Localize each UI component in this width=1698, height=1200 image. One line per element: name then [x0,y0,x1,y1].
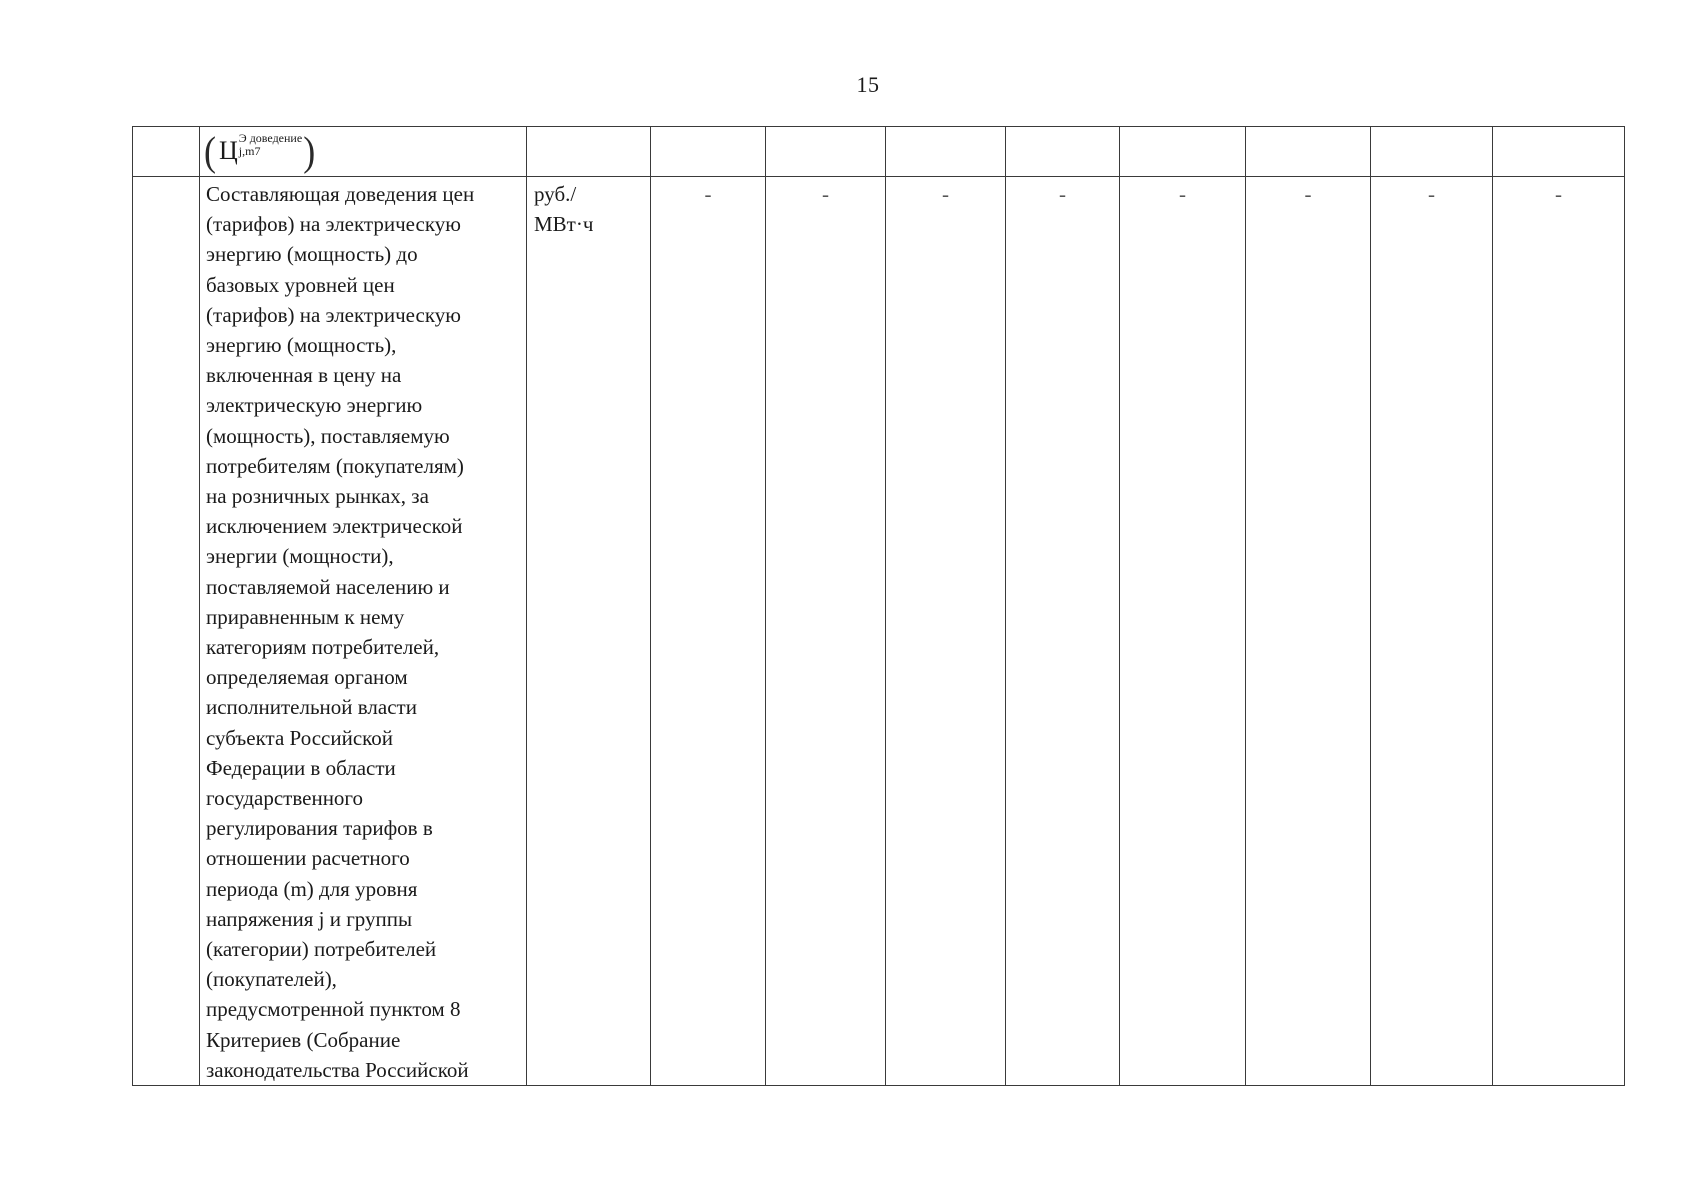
value-cell-empty [1006,127,1120,177]
formula-cell [200,127,527,177]
value-cell [1493,177,1625,1086]
unit-text: руб./ МВт·ч [534,182,594,237]
value-dash: - [1428,182,1435,206]
value-cell [886,177,1006,1086]
unit-cell-empty [527,127,651,177]
table-row-formula [133,127,1625,177]
formula-base: Ц [219,135,238,165]
value-cell-empty [1246,127,1371,177]
data-table [132,126,1625,1086]
value-dash: - [942,182,949,206]
formula-indices [239,132,302,158]
value-dash: - [1179,182,1186,206]
value-cell-empty [1371,127,1493,177]
page-number: 15 [856,72,880,97]
value-dash: - [1555,182,1562,206]
value-cell [1371,177,1493,1086]
formula-open-paren: ( [204,127,216,174]
row-number-cell [133,127,200,177]
value-cell-empty [886,127,1006,177]
description-cell [200,177,527,1086]
value-cell-empty [1493,127,1625,177]
row-number-cell [133,177,200,1086]
value-dash: - [1059,182,1066,206]
value-cell [651,177,766,1086]
unit-cell [527,177,651,1086]
value-cell [1006,177,1120,1086]
table-row-description [133,177,1625,1086]
formula-subscript: j,m7 [238,143,261,158]
value-cell [1246,177,1371,1086]
value-cell [1120,177,1246,1086]
formula-superscript: Э доведение [238,130,303,145]
value-cell [766,177,886,1086]
formula-close-paren: ) [303,127,316,174]
value-cell-empty [766,127,886,177]
value-cell-empty [651,127,766,177]
value-cell-empty [1120,127,1246,177]
value-dash: - [1304,182,1312,206]
formula-symbol [219,130,303,165]
formula [200,127,526,174]
value-dash: - [822,182,829,206]
description-text: Составляющая доведения цен (тарифов) на электрическую энергию (мощность) до базовых уровней цен (тарифов) на электрическую энергию (мощность), включенная в цену на электрическую энергию (мощность), поставляемую потребителям (покупателям) на розничных рынках, за исключением электрической энергии (мощности), поставляемой населению и приравненным к нему категориям потребителей, определяемая органом исполнительной власти субъекта Российской Федерации в области государственного регулирования тарифов в отношении расчетного периода (m) для уровня напряжения j и группы (категории) потребителей (покупателей), предусмотренной пунктом 8 Критериев (Собрание законодательства Российской [206,182,475,1082]
value-dash: - [704,182,712,206]
